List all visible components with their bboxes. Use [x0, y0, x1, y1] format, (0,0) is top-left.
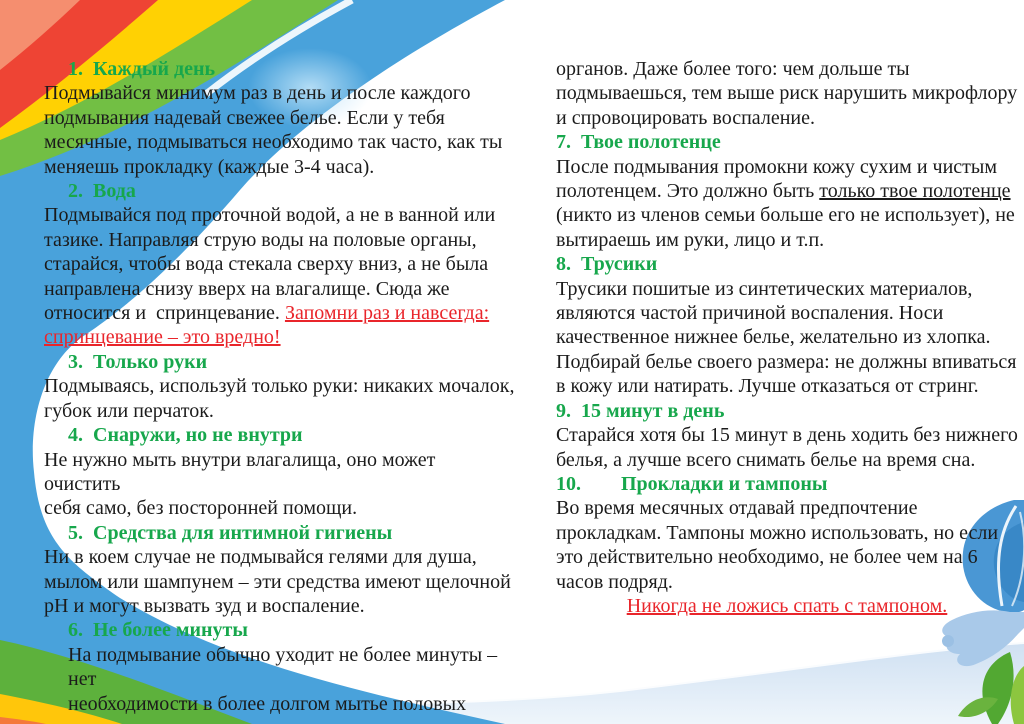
body-line: Подмывайся под проточной водой, а не в ванной или: [44, 204, 496, 227]
body-line: часов подряд.: [556, 570, 673, 593]
text-segment: полотенцем. Это должно быть: [556, 180, 820, 203]
body-line: [556, 179, 1018, 203]
body-line: Подмываясь, используй только руки: никаких мочалок,: [44, 375, 515, 398]
body-line: качественное нижнее белье, желательно из хлопка.: [556, 326, 991, 349]
section-heading: 6. Не более минуты: [68, 619, 248, 642]
body-line: белья, а лучше всего снимать белье на время сна.: [556, 448, 976, 471]
section-heading: 7. Твое полотенце: [556, 131, 721, 154]
body-line: Не нужно мыть внутри влагалища, оно может очистить: [44, 448, 441, 495]
body-line: Трусики пошитые из синтетических материалов,: [556, 277, 973, 300]
body-line: [44, 325, 516, 349]
body-line: тазике. Направляя струю воды на половые органы,: [44, 228, 477, 251]
body-line: Подбирай белье своего размера: не должны впиваться: [556, 350, 1017, 373]
body-line: старайся, чтобы вода стекала сверху вниз, а не была: [44, 253, 489, 276]
text-segment: спринцевание – это вредно!: [44, 326, 281, 349]
body-line: необходимости в более долгом мытье половых: [68, 692, 467, 715]
section-heading: 3. Только руки: [68, 350, 208, 373]
body-line: направлена снизу вверх на влагалище. Сюда же: [44, 277, 450, 300]
right-column: [556, 57, 1018, 618]
body-line: Ни в коем случае не подмывайся гелями для душа,: [44, 546, 477, 569]
body-line: являются частой причиной воспаления. Носи: [556, 302, 944, 325]
body-line: губок или перчаток.: [44, 399, 214, 422]
body-line: органов. Даже более того: чем дольше ты: [556, 58, 910, 80]
text-segment: только твое полотенце: [819, 180, 1011, 203]
left-column: [44, 57, 516, 716]
body-line: [44, 301, 516, 325]
body-line: Во время месячных отдавай предпочтение: [556, 497, 918, 520]
section-heading: 1. Каждый день: [68, 58, 216, 80]
body-line: Подмывайся минимум раз в день и после каждого: [44, 82, 471, 105]
warning-line: Никогда не ложись спать с тампоном.: [626, 594, 948, 617]
section-heading: 9. 15 минут в день: [556, 399, 725, 422]
body-line: прокладкам. Тампоны можно использовать, но если: [556, 521, 999, 544]
body-line: pH и могут вызвать зуд и воспаление.: [44, 594, 365, 617]
body-line: это действительно необходимо, не более чем на 6: [556, 546, 978, 569]
body-line: и спровоцировать воспаление.: [556, 106, 815, 129]
section-heading: 4. Снаружи, но не внутри: [68, 424, 303, 447]
body-line: подмывания надевай свежее белье. Если у тебя: [44, 106, 445, 129]
body-line: Старайся хотя бы 15 минут в день ходить без нижнего: [556, 424, 1018, 447]
body-line: в кожу или натирать. Лучше отказаться от стринг.: [556, 375, 979, 398]
section-heading: 8. Трусики: [556, 253, 658, 276]
section-heading: 2. Вода: [68, 180, 136, 203]
body-line: себя само, без посторонней помощи.: [44, 497, 358, 520]
body-line: подмываешься, тем выше риск нарушить микрофлору: [556, 82, 1018, 105]
section-heading: 5. Средства для интимной гигиены: [68, 521, 393, 544]
text-segment: Запомни раз и навсегда:: [284, 302, 490, 325]
body-line: После подмывания промокни кожу сухим и чистым: [556, 155, 998, 178]
body-line: На подмывание обычно уходит не более минуты – нет: [68, 643, 503, 691]
body-line: (никто из членов семьи больше его не использует), не: [556, 204, 1015, 227]
section-heading: 10. Прокладки и тампоны: [556, 472, 828, 495]
body-line: мылом или шампунем – эти средства имеют щелочной: [44, 570, 511, 593]
body-line: вытираешь им руки, лицо и т.п.: [556, 228, 825, 251]
body-line: меняешь прокладку (каждые 3-4 часа).: [44, 155, 375, 178]
body-line: месячные, подмываться необходимо так часто, как ты: [44, 131, 503, 154]
text-segment: относится и спринцевание.: [44, 302, 285, 325]
